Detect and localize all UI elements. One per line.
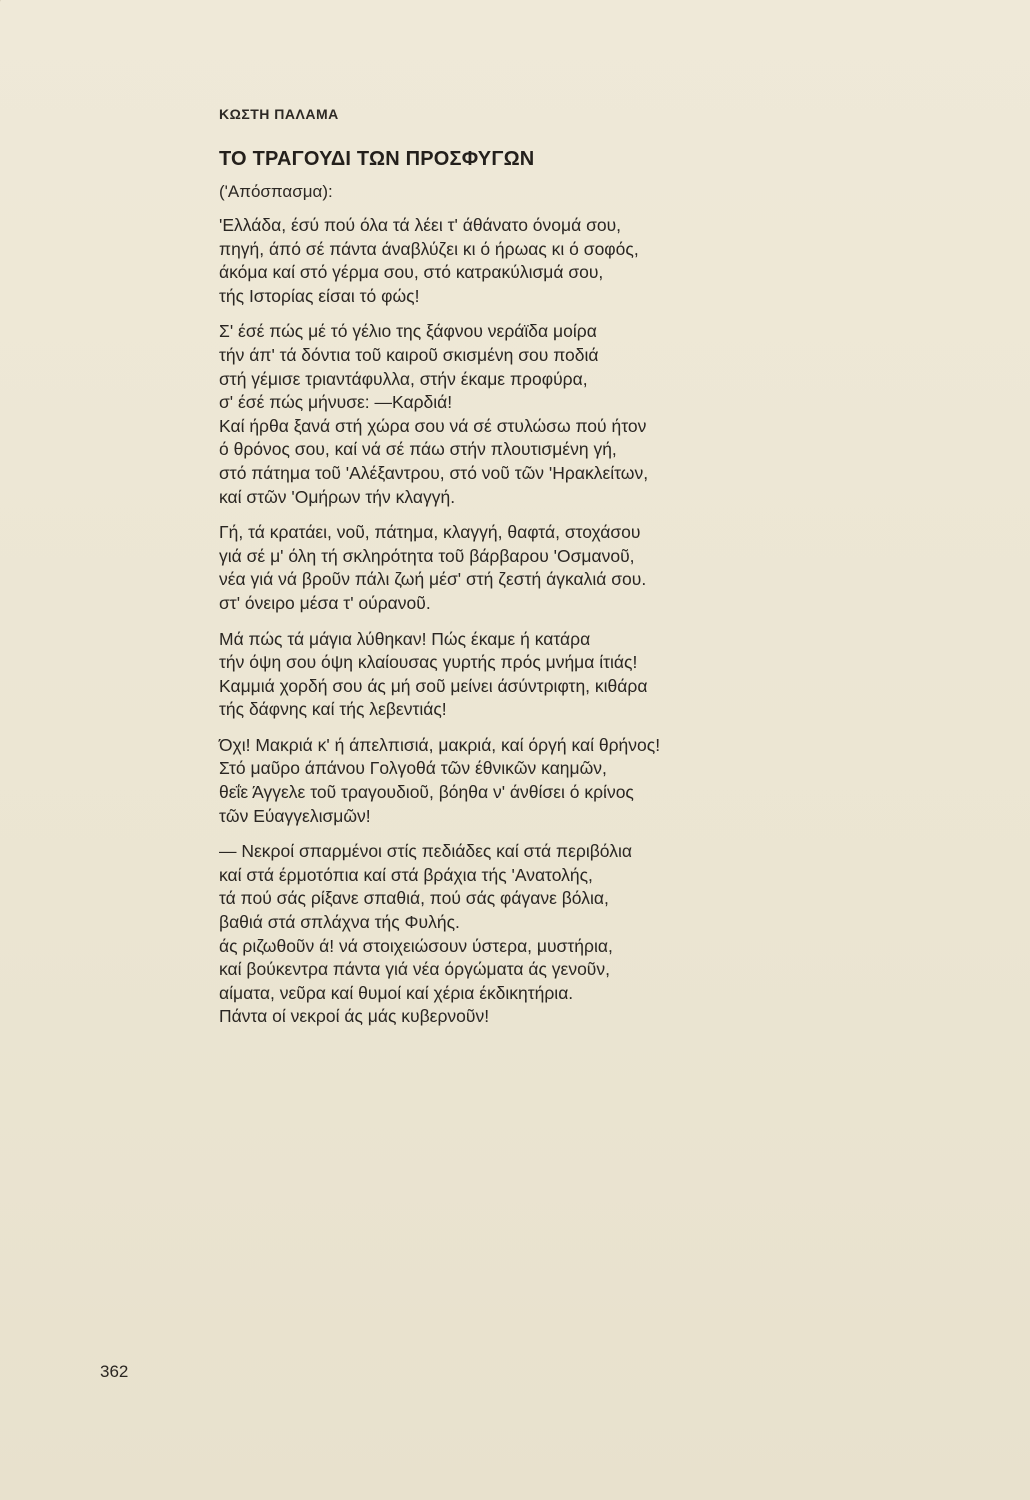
page-corner-mark — [0, 0, 61, 40]
poem-line: γιά σέ μ' όλη τή σκληρότητα τοῦ βάρβαρου 'Οσμανοῦ, — [219, 545, 635, 566]
poem-line: Καμμιά χορδή σου άς μή σοῦ μείνει άσύντριφτη, κιθάρα — [219, 675, 648, 696]
poem-line: καί στά έρμοτόπια καί στά βράχια τής 'Ανατολής, — [219, 864, 593, 885]
stanza-6 — [219, 840, 819, 1029]
poem-line: — Νεκροί σπαρμένοι στίς πεδιάδες καί στά περιβόλια — [219, 841, 632, 862]
poem-line: Μά πώς τά μάγια λύθηκαν! Πώς έκαμε ή κατάρα — [219, 628, 591, 649]
poem-line: τῶν Εύαγγελισμῶν! — [219, 805, 371, 826]
poem-line: Πάντα οί νεκροί άς μάς κυβερνοῦν! — [219, 1006, 490, 1027]
poem-line: Όχι! Μακριά κ' ή άπελπισιά, μακριά, καί όργή καί θρήνος! — [219, 734, 661, 755]
poem-line: άκόμα καί στό γέρμα σου, στό κατρακύλισμά σου, — [219, 262, 604, 283]
stanza-3 — [219, 521, 819, 615]
poem-line: Σ' έσέ πώς μέ τό γέλιο της ξάφνου νεράϊδα μοίρα — [219, 321, 597, 342]
poem-line: στή γέμισε τριαντάφυλλα, στήν έκαμε προφύρα, — [219, 368, 588, 389]
author-heading: ΚΩΣΤΗ ΠΑΛΑΜΑ — [219, 106, 339, 122]
poem-line: καί βούκεντρα πάντα γιά νέα όργώματα άς γενοῦν, — [219, 959, 610, 980]
page-number: 362 — [100, 1362, 129, 1381]
poem-line: τής δάφνης καί τής λεβεντιάς! — [219, 699, 447, 720]
poem-line: νέα γιά νά βροῦν πάλι ζωή μέσ' στή ζεστή άγκαλιά σου. — [219, 569, 647, 590]
poem-line: τήν άπ' τά δόντια τοῦ καιροῦ σκισμένη σου ποδιά — [219, 344, 599, 365]
poem-line: τά πού σάς ρίξανε σπαθιά, πού σάς φάγανε βόλια, — [219, 888, 609, 909]
poem-line: σ' έσέ πώς μήνυσε: —Καρδιά! — [219, 392, 453, 413]
poem-line: θεΐε Άγγελε τοῦ τραγουδιοῦ, βόηθα ν' άνθίσει ό κρίνος — [219, 782, 634, 803]
stanza-2 — [219, 320, 819, 509]
poem-subtitle: ('Απόσπασμα): — [219, 182, 333, 201]
poem-line: βαθιά στά σπλάχνα τής Φυλής. — [219, 912, 460, 933]
stanza-4 — [219, 628, 819, 722]
poem-line: 'Ελλάδα, έσύ πού όλα τά λέει τ' άθάνατο όνομά σου, — [219, 215, 622, 235]
poem-body — [219, 214, 819, 1041]
poem-line: ό θρόνος σου, καί νά σέ πάω στήν πλουτισμένη γή, — [219, 439, 617, 460]
poem-title: ΤΟ ΤΡΑΓΟΥΔΙ ΤΩΝ ΠΡΟΣΦΥΓΩΝ — [219, 148, 535, 170]
poem-line: πηγή, άπό σέ πάντα άναβλύζει κι ό ήρωας κι ό σοφός, — [219, 238, 639, 259]
poem-line: τήν όψη σου όψη κλαίουσας γυρτής πρός μνήμα ίτιάς! — [219, 652, 638, 673]
poem-line: Γή, τά κρατάει, νοῦ, πάτημα, κλαγγή, θαφτά, στοχάσου — [219, 522, 641, 543]
stanza-1 — [219, 214, 819, 308]
poem-line: αίματα, νεῦρα καί θυμοί καί χέρια έκδικητήρια. — [219, 982, 574, 1003]
poem-line: στ' όνειρο μέσα τ' ούρανοῦ. — [219, 592, 431, 613]
poem-line: Στό μαῦρο άπάνου Γολγοθά τῶν έθνικῶν καημῶν, — [219, 758, 607, 779]
poem-line: Καί ήρθα ξανά στή χώρα σου νά σέ στυλώσω πού ήτον — [219, 415, 647, 436]
poem-line: τής Ιστορίας είσαι τό φώς! — [219, 285, 420, 306]
stanza-5 — [219, 734, 819, 828]
poem-line: καί στῶν 'Ομήρων τήν κλαγγή. — [219, 486, 456, 507]
poem-line: στό πάτημα τοῦ 'Αλέξαντρου, στό νοῦ τῶν 'Ηρακλείτων, — [219, 462, 649, 483]
poem-line: άς ριζωθοῦν ά! νά στοιχειώσουν ύστερα, μυστήρια, — [219, 935, 613, 956]
